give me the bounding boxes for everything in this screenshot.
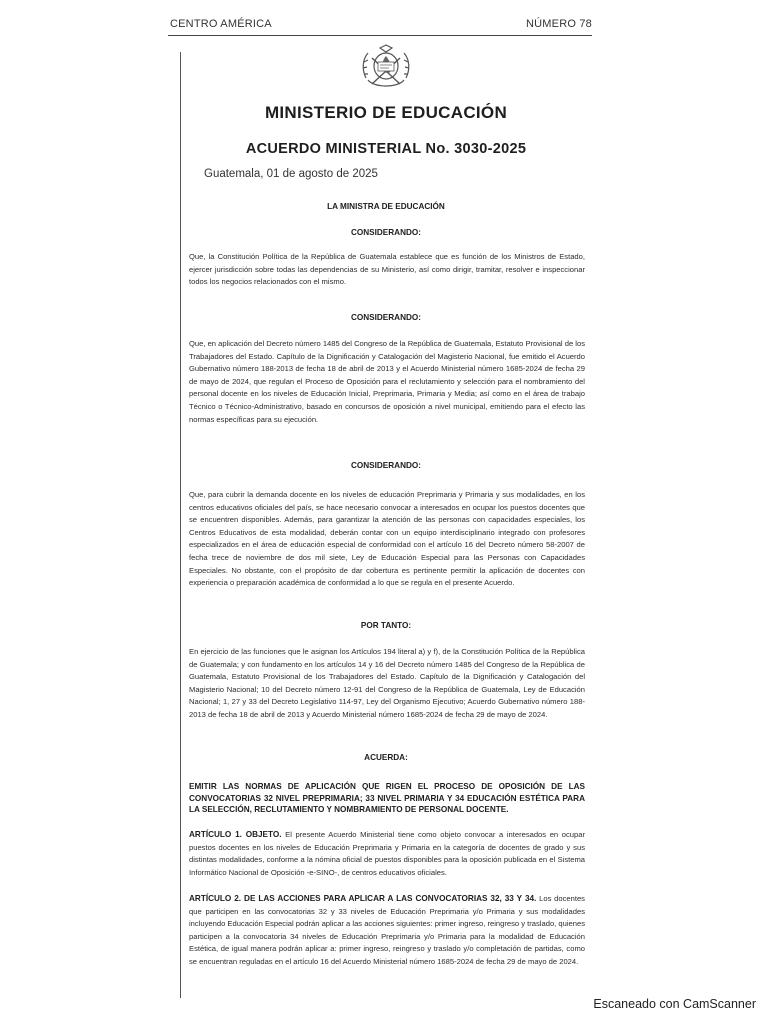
- considerando-1-text: Que, la Constitución Política de la República de Guatemala establece que es función de los Ministros de Estado, ejercer jurisdicción sobre todas las dependencias de su Ministerio, así como dirigir, tramitar, resolver e inspeccionar todos los negocios relacionados con el mismo.: [189, 252, 585, 287]
- considerando-2-text: Que, en aplicación del Decreto número 1485 del Congreso de la República de Guatemala, Estatuto Provisional de los Trabajadores del Estado. Capítulo de la Dignificación y Catalogación del Magisterio Nacional, fue emitido el Acuerdo Gubernativo número 188-2013 de fecha 18 de abril de 2013 y el Acuerdo Ministerial número 1685-2024 de fecha 29 de mayo de 2024, que regulan el Proceso de Oposición para el reclutamiento y selección para el nombramiento del personal docente en los niveles de Educación Inicial, Preprimaria, Primaria y Media; así como en el área de trabajo Técnico o Técnico-Administrativo, basado en concursos de oposición a nivel municipal, emitiendo para el efecto las normas específicas para su ejecución.: [189, 339, 585, 424]
- coat-of-arms-icon: [358, 44, 414, 96]
- considerando-2-heading: CONSIDERANDO:: [350, 313, 422, 322]
- camscanner-watermark: Escaneado con CamScanner: [593, 997, 756, 1011]
- emitir-statement: EMITIR LAS NORMAS DE APLICACIÓN QUE RIGEN EL PROCESO DE OPOSICIÓN DE LAS CONVOCATORIAS 32 NIVEL PREPRIMARIA; 33 NIVEL PRIMARIA Y 34 EDUCACIÓN ESTÉTICA PARA LA SELECCIÓN, RECLUTAMIENTO Y NOMBRAMIENTO DE PERSONAL DOCENTE.: [189, 782, 585, 815]
- header-divider: [168, 35, 592, 36]
- articulo-2-text: Los docentes que participen en las convocatorias 32 y 33 niveles de Educación Preprimaria y/o Primaria y sus modalidades incluyendo Educación Especial podrán aplicar a las acciones siguientes: primer ingreso, reingreso y traslado, quienes participen a la convocatoria 34 niveles de Educación Preprimaria y/o Primaria para la modalidad de Educación Estética, de igual manera podrán aplicar a: primer ingreso, reingreso y traslado y/o completación de partidas, como se encuentran reguladas en el artículo 16 del Acuerdo Ministerial número 1685-2024 de fecha 29 de mayo de 2024.: [189, 894, 585, 966]
- articulo-1-title: ARTÍCULO 1. OBJETO.: [189, 830, 282, 839]
- acuerdo-number: ACUERDO MINISTERIAL No. 3030-2025: [245, 141, 527, 157]
- issue-number: NÚMERO 78: [526, 18, 592, 30]
- publication-name: CENTRO AMÉRICA: [170, 18, 272, 30]
- considerando-3-heading: CONSIDERANDO:: [350, 461, 422, 470]
- considerando-1-heading: CONSIDERANDO:: [350, 228, 422, 237]
- articulo-2-title: ARTÍCULO 2. DE LAS ACCIONES PARA APLICAR A LAS CONVOCATORIAS 32, 33 Y 34.: [189, 894, 537, 903]
- considerando-3-text: Que, para cubrir la demanda docente en los niveles de educación Preprimaria y Primaria y sus modalidades, en los centros educativos oficiales del país, se hace necesario convocar a interesados en ocupar los puestos docentes que se encuentren disponibles. Además, para garantizar la atención de las personas con capacidades especiales, los Centros Educativos de esta modalidad, deberán contar con un equipo interdisciplinario integrado con profesores especializados en el área de educación especial de conformidad con el artículo 16 del Decreto número 58-2007 de fecha trece de noviembre de dos mil siete, Ley de Educación Especial para las Personas con Capacidades Especiales. No obstante, con el propósito de dar cobertura es pertinente permitir la aplicación de docentes con experiencia o preparación académica de conformidad a lo que se regula en el presente Acuerdo.: [189, 490, 585, 588]
- por-tanto-text: En ejercicio de las funciones que le asignan los Artículos 194 literal a) y f), de la Constitución Política de la República de Guatemala; y con fundamento en los artículos 14 y 16 del Decreto número 1485 del Congreso de la República de Guatemala, Estatuto Provisional de los Trabajadores del Estado. Capítulo de la Dignificación y Catalogación del Magisterio Nacional; 10 del Decreto número 12-91 del Congreso de la República de Guatemala, Ley de Educación Nacional; 1, 27 y 33 del Decreto Legislativo 114-97, Ley del Organismo Ejecutivo; Acuerdo Gubernativo número 188-2013 de fecha 18 de abril de 2013 y Acuerdo Ministerial número 1685-2024 de fecha 29 de mayo de 2024.: [189, 647, 585, 719]
- articulo-1: [189, 829, 585, 879]
- place-date: Guatemala, 01 de agosto de 2025: [204, 168, 378, 180]
- por-tanto-heading: POR TANTO:: [360, 621, 412, 630]
- articulo-2: [189, 893, 585, 969]
- authority-heading: LA MINISTRA DE EDUCACIÓN: [327, 202, 445, 211]
- ministry-title: MINISTERIO DE EDUCACIÓN: [264, 103, 508, 122]
- left-margin-rule: [180, 52, 181, 998]
- acuerda-heading: ACUERDA:: [364, 753, 408, 762]
- articulo-1-text: El presente Acuerdo Ministerial tiene como objeto convocar a interesados en ocupar puestos docentes en los niveles de Educación Preprimaria y Primaria en la categoría de docentes de grado y sus distintas modalidades, conforme a la nómina oficial de puestos disponibles para la oposición publicada en el Sistema Informático Nacional de Oposición -e-SINO-, de centros educativos oficiales.: [189, 830, 585, 877]
